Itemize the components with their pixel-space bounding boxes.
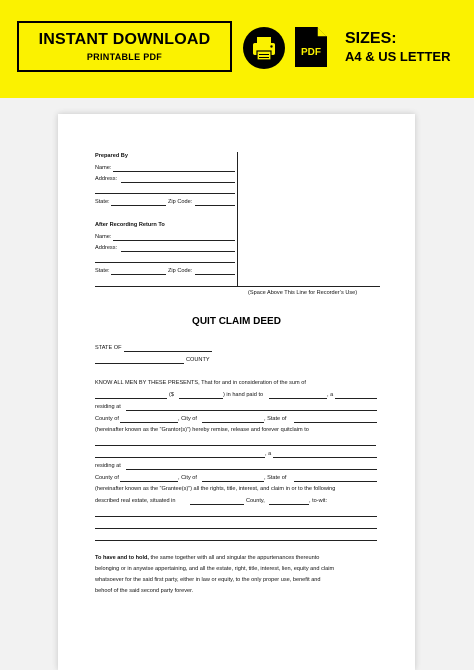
- state-of-inline-line-2: [294, 481, 377, 482]
- return-state-line: [111, 274, 166, 275]
- state-of-label: STATE OF: [95, 345, 122, 351]
- return-address-line: [121, 251, 235, 252]
- residing-at-line-2: [126, 469, 377, 470]
- state-of-inline-line: [294, 422, 377, 423]
- hand-paid-text: ) in hand paid to: [223, 392, 264, 398]
- name-line: [113, 171, 235, 172]
- dollar-amount-line: [179, 398, 223, 399]
- zip-label: Zip Code:: [168, 199, 193, 205]
- have-hold-rest: the same together with all and singular the appurtenances thereunto: [148, 555, 320, 561]
- deed-title: QUIT CLAIM DEED: [192, 316, 281, 327]
- sum-words-line: [95, 398, 167, 399]
- have-hold-bold: To have and to hold,: [95, 555, 149, 561]
- name-label: Name:: [95, 165, 112, 171]
- address-line: [121, 182, 235, 183]
- sizes-value: A4 & US LETTER: [345, 49, 451, 64]
- sizes-label: SIZES:: [345, 30, 397, 47]
- grantor-name-line: [269, 398, 327, 399]
- situated-line: [190, 504, 244, 505]
- city-of-line: [202, 422, 264, 423]
- comma-a-1: , a: [327, 392, 334, 398]
- state-label: State:: [95, 199, 110, 205]
- residing-at-label-2: residing at: [95, 463, 121, 469]
- recorder-note: (Space Above This Line for Recorder’s Use): [248, 290, 358, 296]
- pdf-file-icon: [293, 25, 329, 69]
- download-subtitle: PRINTABLE PDF: [86, 52, 163, 62]
- deed-document-page: [58, 114, 415, 670]
- pdf-icon-label: PDF: [301, 47, 321, 58]
- county-inline-line: [269, 504, 309, 505]
- county-inline-label: County,: [246, 498, 265, 504]
- have-hold-line-3: whatsoever for the said first party, either in law or equity, to the only proper use, benefit and: [95, 577, 321, 583]
- legal-description-line-3: [95, 540, 377, 541]
- state-of-inline-label-2: , State of: [264, 475, 287, 481]
- address-label: Address:: [95, 176, 118, 182]
- instant-download-badge: [17, 21, 232, 72]
- residing-at-line: [126, 410, 377, 411]
- city-of-label-2: , City of: [178, 475, 197, 481]
- recorder-divider-horizontal: [95, 286, 380, 287]
- return-to-heading: After Recording Return To: [95, 222, 165, 228]
- grantee-type-line: [273, 457, 377, 458]
- return-name-line: [113, 240, 235, 241]
- have-hold-line-4: behoof of the said second party forever.: [95, 588, 194, 594]
- have-hold-line-2: belonging or in anywise appertaining, and all the estate, right, title, interest, lien, equity and claim: [95, 566, 335, 572]
- promo-banner: [0, 0, 474, 98]
- return-name-label: Name:: [95, 234, 112, 240]
- grantee-name-line: [95, 445, 376, 446]
- residing-at-label: residing at: [95, 404, 121, 410]
- county-label: COUNTY: [186, 357, 210, 363]
- return-address-label: Address:: [95, 245, 118, 251]
- city-of-line-2: [202, 481, 264, 482]
- return-zip-line: [195, 274, 235, 275]
- have-hold-line-1: [95, 555, 319, 562]
- zip-line: [195, 205, 235, 206]
- prepared-by-heading: Prepared By: [95, 153, 128, 159]
- county-line: [95, 363, 184, 364]
- address-line-2: [95, 193, 235, 194]
- county-of-line-2: [120, 481, 178, 482]
- legal-description-line-2: [95, 528, 377, 529]
- return-address-line-2: [95, 262, 235, 263]
- to-wit-label: , to-wit:: [309, 498, 328, 504]
- return-zip-label: Zip Code:: [168, 268, 193, 274]
- state-of-line: [124, 351, 212, 352]
- return-state-label: State:: [95, 268, 110, 274]
- dollar-open: ($: [169, 392, 174, 398]
- county-of-line: [120, 422, 178, 423]
- county-of-label-2: County of: [95, 475, 119, 481]
- grantors-text: (hereinafter known as the “Grantor(s)”) hereby remise, release and forever quitclaim to: [95, 427, 309, 433]
- grantees-text: (hereinafter known as the “Grantee(s)”) all the rights, title, interest, and claim in or to the following: [95, 486, 336, 492]
- state-line: [111, 205, 166, 206]
- legal-description-line-1: [95, 516, 377, 517]
- know-all-text: KNOW ALL MEN BY THESE PRESENTS, That for and in consideration of the sum of: [95, 380, 306, 386]
- download-title: INSTANT DOWNLOAD: [38, 31, 211, 48]
- city-of-label: , City of: [178, 416, 197, 422]
- grantee-type-line-pre: [95, 457, 265, 458]
- comma-a-2: , a: [265, 451, 272, 457]
- described-text: described real estate, situated in: [95, 498, 176, 504]
- recorder-divider-vertical: [237, 152, 238, 286]
- grantor-type-line: [335, 398, 377, 399]
- county-of-label: County of: [95, 416, 119, 422]
- printer-icon: [243, 27, 285, 69]
- state-of-inline-label: , State of: [264, 416, 287, 422]
